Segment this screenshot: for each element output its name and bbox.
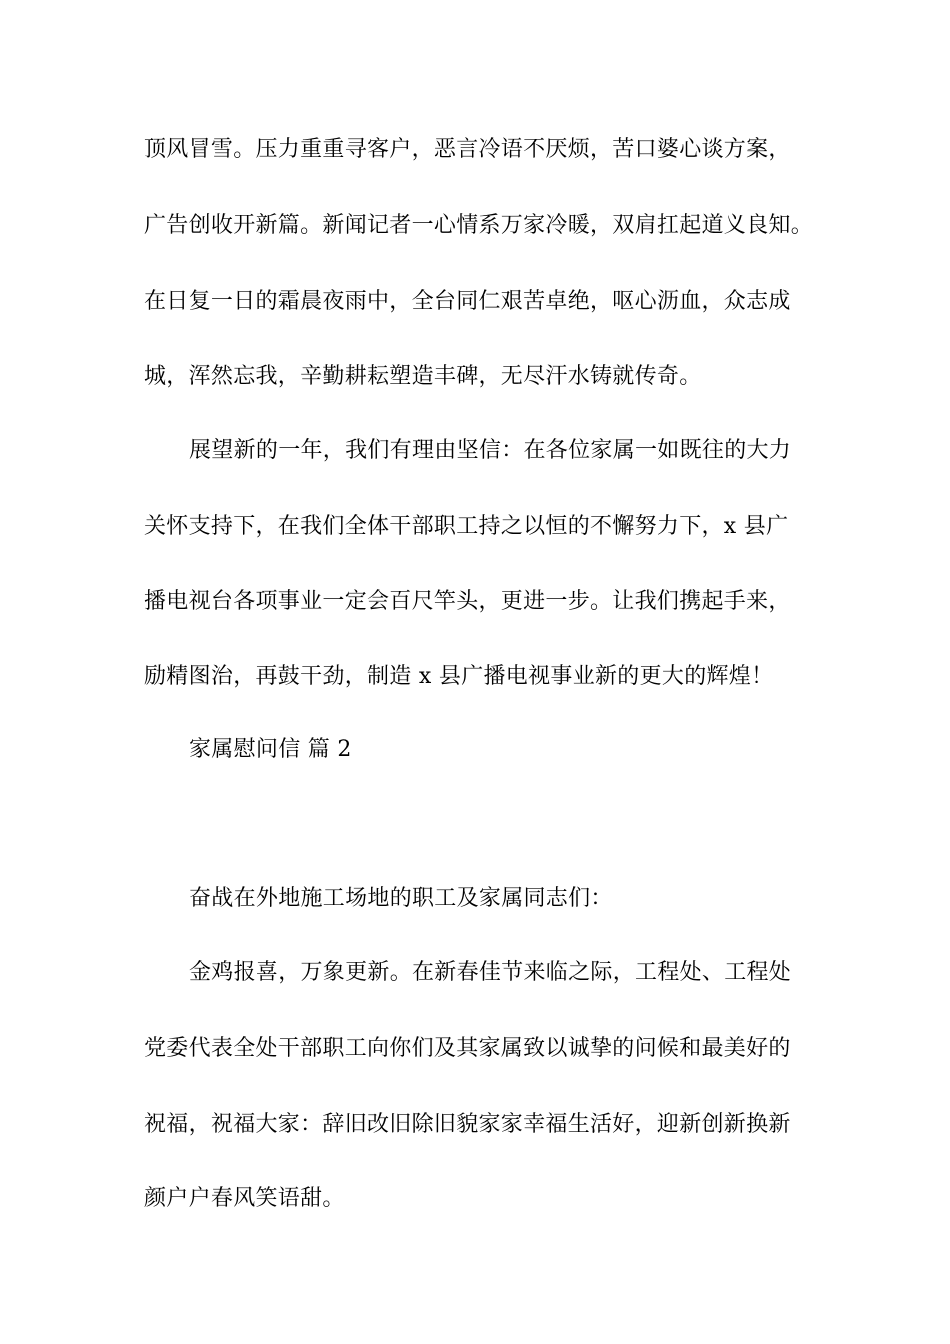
paragraph-line: 祝福，祝福大家：辞旧改旧除旧貌家家幸福生活好，迎新创新换新 — [144, 1112, 791, 1137]
paragraph-line: 展望新的一年，我们有理由坚信：在各位家属一如既往的大力 — [189, 438, 792, 463]
paragraph-line: 关怀支持下，在我们全体干部职工持之以恒的不懈努力下，x 县广 — [144, 514, 789, 539]
paragraph-line: 颜户户春风笑语甜。 — [144, 1186, 345, 1211]
paragraph-line: 播电视台各项事业一定会百尺竿头，更进一步。让我们携起手来， — [144, 589, 791, 614]
paragraph-line: 广告创收开新篇。新闻记者一心情系万家冷暖，双肩扛起道义良知。 — [144, 213, 814, 238]
paragraph-line: 党委代表全处干部职工向你们及其家属致以诚挚的问候和最美好的 — [144, 1036, 791, 1061]
paragraph-line: 城，浑然忘我，辛勤耕耘塑造丰碑，无尽汗水铸就传奇。 — [144, 364, 702, 389]
paragraph-line: 励精图治，再鼓干劲，制造 x 县广播电视事业新的更大的辉煌！ — [144, 664, 774, 689]
paragraph-line: 在日复一日的霜晨夜雨中，全台同仁艰苦卓绝，呕心沥血，众志成 — [144, 289, 791, 314]
section-heading: 家属慰问信 篇 2 — [189, 737, 352, 762]
paragraph-line: 金鸡报喜，万象更新。在新春佳节来临之际，工程处、工程处 — [189, 960, 792, 985]
paragraph-line: 顶风冒雪。压力重重寻客户，恶言冷语不厌烦，苦口婆心谈方案， — [144, 137, 791, 162]
salutation-line: 奋战在外地施工场地的职工及家属同志们： — [189, 886, 613, 911]
